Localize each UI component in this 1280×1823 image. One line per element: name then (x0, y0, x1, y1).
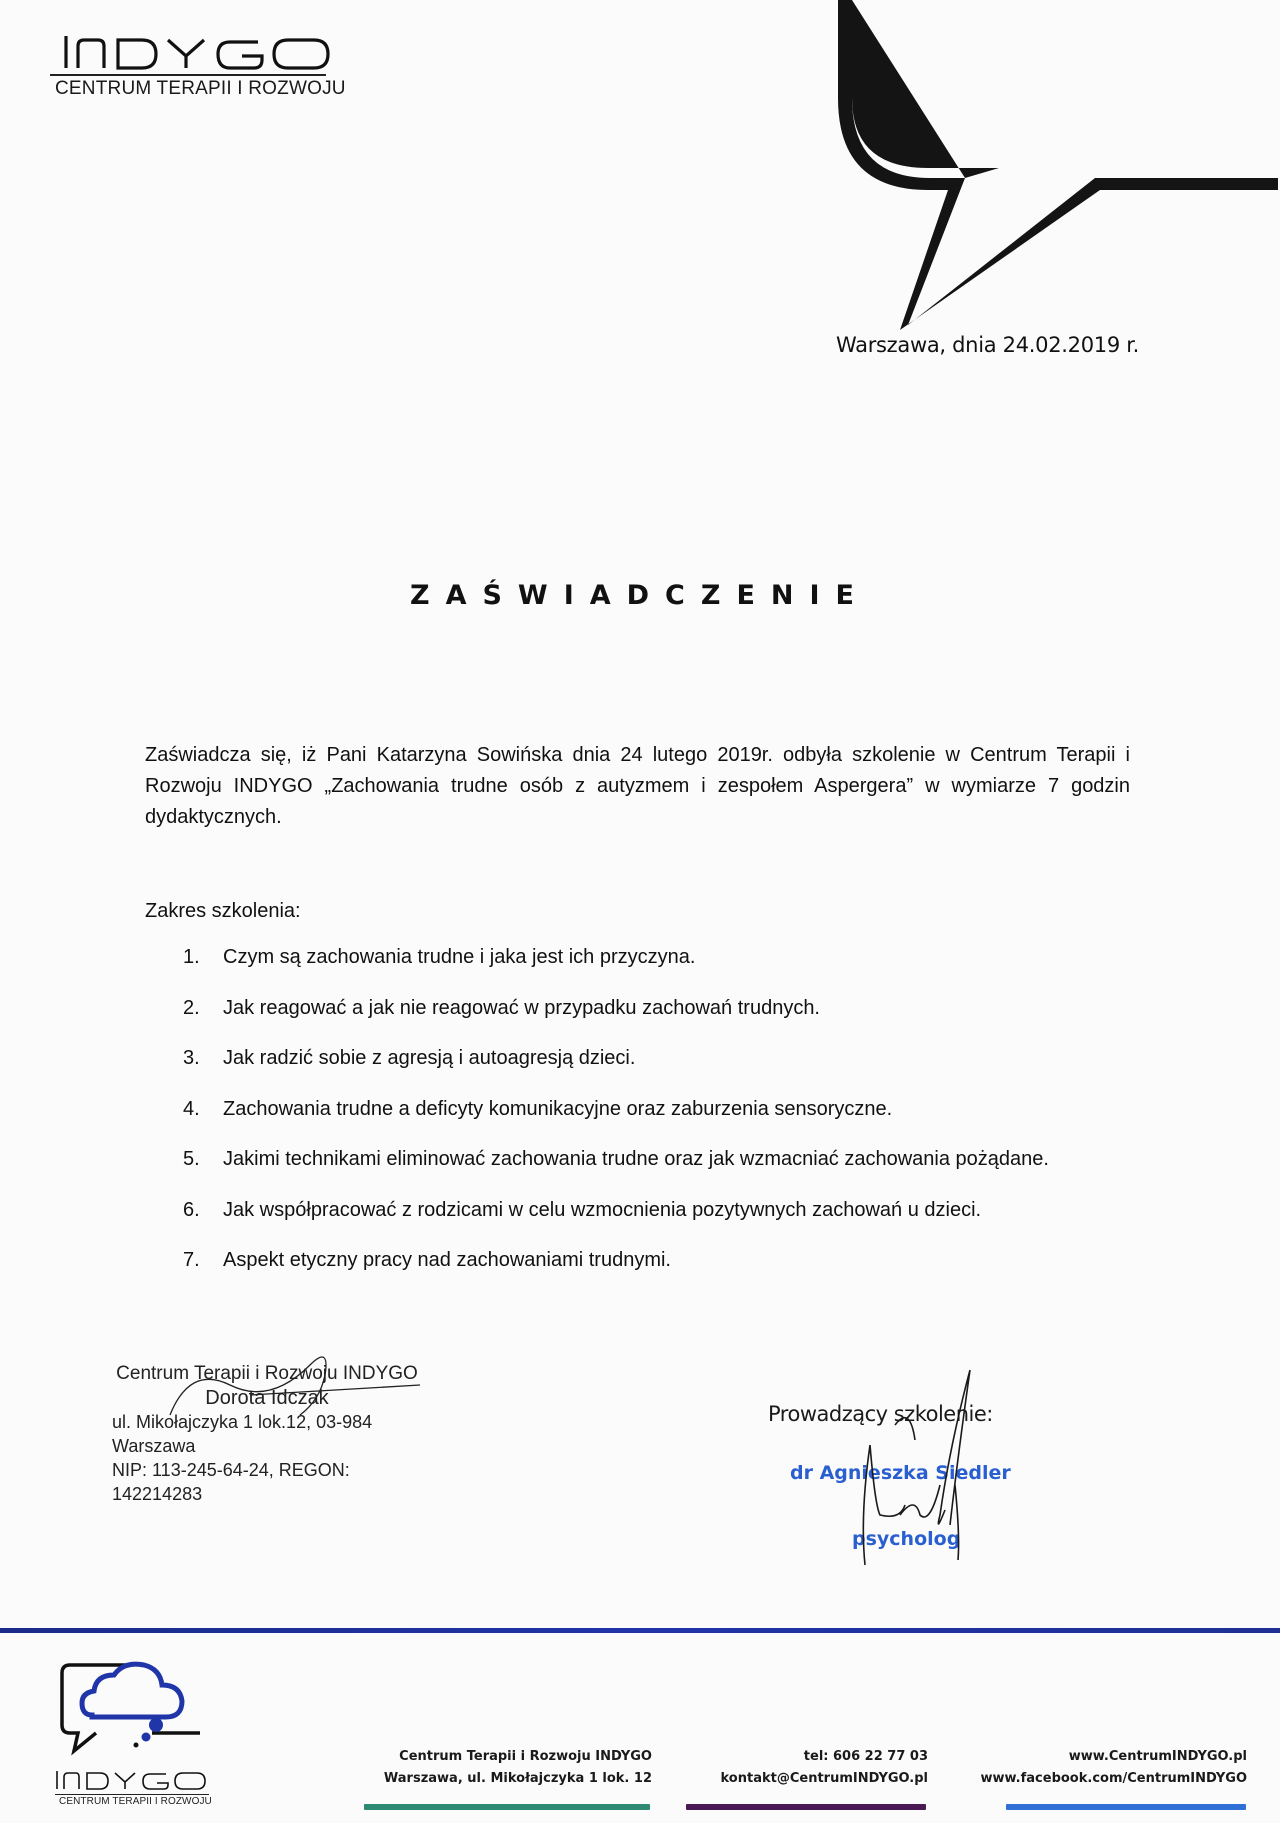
logo-subtitle: CENTRUM TERAPII I ROZWOJU (55, 78, 346, 99)
footer-org-name: Centrum Terapii i Rozwoju INDYGO (399, 1749, 652, 1764)
scope-label: Zakres szkolenia: (145, 900, 301, 922)
scope-item (183, 946, 1049, 997)
instructor-name-stamp: dr Agnieszka Siedler (790, 1462, 1011, 1484)
instructor-role-stamp: psycholog (852, 1528, 961, 1550)
scope-item-number: 6. (183, 1198, 200, 1221)
stamp-ids: NIP: 113-245-64-24, REGON: 142214283 (112, 1460, 350, 1504)
company-stamp (112, 1362, 422, 1506)
scope-item-number: 4. (183, 1097, 200, 1120)
scope-list (183, 946, 1049, 1300)
certificate-body (145, 740, 1130, 833)
footer-facebook: www.facebook.com/CentrumINDYGO (980, 1771, 1247, 1786)
scope-item (183, 1047, 1049, 1098)
scope-item (183, 997, 1049, 1048)
scope-item-text: Jakimi technikami eliminować zachowania trudne oraz jak wzmacniać zachowania pożądane. (223, 1148, 1049, 1170)
scope-item (183, 1199, 1049, 1250)
footer-street: Warszawa, ul. Mikołajczyka 1 lok. 12 (383, 1771, 652, 1786)
scope-item-number: 1. (183, 946, 200, 968)
scope-item (183, 1098, 1049, 1149)
scope-item-text: Czym są zachowania trudne i jaka jest ich przyczyna. (223, 946, 696, 968)
cloud-speech-logo-icon (52, 1655, 212, 1765)
scope-item-text: Zachowania trudne a deficyty komunikacyjne oraz zaburzenia sensoryczne. (223, 1097, 893, 1120)
scope-item (183, 1148, 1049, 1199)
scope-item-text: Aspekt etyczny pracy nad zachowaniami trudnymi. (223, 1249, 671, 1271)
footer-email: kontakt@CentrumINDYGO.pl (720, 1771, 928, 1786)
scope-item-number: 7. (183, 1249, 200, 1271)
footer-address (355, 1746, 652, 1790)
certificate-paragraph: Zaświadcza się, iż Pani Katarzyna Sowińska dnia 24 lutego 2019r. odbyła szkolenie w Centrum Terapii i Rozwoju INDYGO „Zachowania trudne osób z autyzmem i zespołem Aspergera” w wymiarze 7 godzin dydaktycznych. (145, 744, 1130, 828)
footer-logo-divider (55, 1794, 209, 1795)
instructor-label: Prowadzący szkolenie: (768, 1402, 993, 1426)
scope-item-number: 5. (183, 1148, 200, 1170)
stamp-org: Centrum Terapii i Rozwoju INDYGO (116, 1363, 418, 1384)
document-date: Warszawa, dnia 24.02.2019 r. (836, 333, 1140, 357)
logo-divider (50, 74, 326, 76)
document-title: ZAŚWIADCZENIE (410, 580, 870, 611)
footer-web (950, 1746, 1247, 1790)
stamp-person: Dorota Idczak (205, 1387, 329, 1409)
footer-accent-bar-purple (686, 1804, 926, 1810)
footer-website: www.CentrumINDYGO.pl (1068, 1749, 1247, 1764)
indygo-logo-wordmark (62, 30, 332, 72)
footer-logo-wordmark (55, 1768, 207, 1792)
scope-item-number: 2. (183, 996, 200, 1019)
footer-divider (0, 1628, 1280, 1633)
footer-phone: tel: 606 22 77 03 (803, 1749, 928, 1764)
scope-item-text: Jak reagować a jak nie reagować w przypadku zachowań trudnych. (223, 996, 820, 1019)
scope-item-number: 3. (183, 1047, 200, 1069)
footer-logo-subtitle: CENTRUM TERAPII I ROZWOJU (59, 1796, 212, 1807)
footer-accent-bar-green (364, 1804, 650, 1810)
stamp-address: ul. Mikołajczyka 1 lok.12, 03-984 Warszawa (112, 1412, 373, 1456)
scope-item-text: Jak współpracować z rodzicami w celu wzmocnienia pozytywnych zachowań u dzieci. (223, 1198, 982, 1221)
scope-item-text: Jak radzić sobie z agresją i autoagresją dzieci. (223, 1047, 636, 1069)
footer-accent-bar-blue (1006, 1804, 1246, 1810)
scope-item (183, 1249, 1049, 1300)
footer-contact (690, 1746, 928, 1790)
